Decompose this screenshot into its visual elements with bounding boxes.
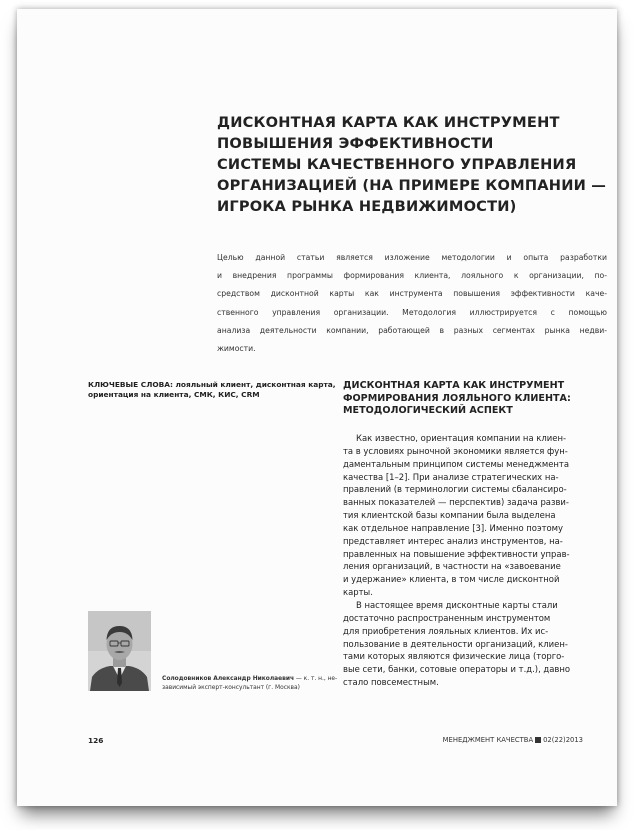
- body-line: достаточно распространенным инструментом: [343, 612, 551, 623]
- keywords-line: КЛЮЧЕВЫЕ СЛОВА: лояльный клиент, дисконтная карта,: [88, 380, 336, 389]
- abstract-line: жимости.: [217, 344, 256, 354]
- title-line: ПОВЫШЕНИЯ ЭФФЕКТИВНОСТИ: [217, 135, 494, 152]
- abstract-line: Целью данной статьи является изложение методологии и опыта разработки: [217, 253, 607, 262]
- title-line: ДИСКОНТНАЯ КАРТА КАК ИНСТРУМЕНТ: [217, 114, 560, 131]
- abstract-line: ственного управления организации. Методология иллюстрируется с помощью: [217, 307, 607, 317]
- author-photo: [88, 611, 151, 691]
- body-line: вые сети, банки, сотовые операторы и т.д.), давно: [343, 664, 571, 675]
- body-line: В настоящее время дисконтные карты стали: [356, 599, 558, 610]
- square-bullet-icon: [535, 737, 541, 743]
- body-line: карты.: [343, 587, 373, 598]
- abstract-line: и внедрения программы формирования клиента, лояльного к организации, по-: [217, 271, 607, 281]
- keywords: [88, 380, 338, 400]
- author-name: Солодовников Александр Николаевич: [162, 676, 294, 682]
- journal-footer: [443, 736, 583, 744]
- author-desc: — к. т. н., не-: [294, 676, 338, 682]
- body-line: Как известно, ориентация компании на клиен-: [356, 433, 567, 443]
- journal-issue: 02(22)2013: [543, 736, 583, 744]
- article-title: [217, 112, 607, 217]
- author-portrait-image: [88, 611, 151, 691]
- page-number: 126: [88, 736, 104, 745]
- section-heading-line: МЕТОДОЛОГИЧЕСКИЙ АСПЕКТ: [343, 405, 513, 417]
- journal-page: [17, 9, 617, 806]
- author-caption: [162, 675, 337, 693]
- body-line: даментальным принципом системы менеджмента: [343, 458, 570, 469]
- title-line: СИСТЕМЫ КАЧЕСТВЕННОГО УПРАВЛЕНИЯ: [217, 156, 577, 173]
- body-line: ванных показателей — перспектив) задача разви-: [343, 497, 569, 508]
- body-line: ления организаций, в частности на «завоевание: [343, 561, 561, 572]
- keywords-line: ориентация на клиента, СМК, КИС, CRM: [88, 389, 260, 399]
- body-line: та в условиях рыночной экономики является фун-: [343, 445, 568, 456]
- abstract-line: средством дисконтной карты как инструмента повышения эффективности каче-: [217, 289, 607, 299]
- body-line: для приобретения лояльных клиентов. Их ис-: [343, 625, 549, 636]
- body-line: и удержание» клиента, в том числе дисконтной: [343, 574, 560, 585]
- author-caption-line: [162, 675, 337, 684]
- body-line: стало повсеместным.: [343, 677, 439, 688]
- body-line: правлений (в терминологии системы сбалансиро-: [343, 484, 567, 495]
- author-caption-line: зависимый эксперт-консультант (г. Москва): [162, 685, 300, 691]
- section-heading-line: ДИСКОНТНАЯ КАРТА КАК ИНСТРУМЕНТ: [343, 380, 565, 391]
- article-body: [343, 432, 600, 689]
- section-heading: [343, 380, 603, 418]
- body-line: как отдельное направление [3]. Именно поэтому: [343, 522, 564, 533]
- abstract-line: анализа деятельности компании, работающей в разных сегментах рынка недви-: [217, 325, 607, 335]
- body-line: тия клиентской базы компании была выделена: [343, 510, 556, 521]
- body-line: качества [1–2]. При анализе стратегических на-: [343, 471, 559, 482]
- body-line: представляет интерес анализ инструментов, на-: [343, 535, 563, 546]
- body-line: тами которых являются физические лица (торго-: [343, 651, 565, 662]
- body-line: правленных на повышение эффективности управ-: [343, 548, 570, 559]
- title-line: ОРГАНИЗАЦИЕЙ (НА ПРИМЕРЕ КОМПАНИИ —: [217, 177, 607, 194]
- title-line: ИГРОКА РЫНКА НЕДВИЖИМОСТИ): [217, 198, 517, 215]
- body-line: пользование в деятельности организаций, клиен-: [343, 638, 568, 649]
- article-abstract: [217, 249, 607, 358]
- section-heading-line: ФОРМИРОВАНИЯ ЛОЯЛЬНОГО КЛИЕНТА:: [343, 392, 571, 404]
- journal-name: МЕНЕДЖМЕНТ КАЧЕСТВА: [442, 736, 534, 744]
